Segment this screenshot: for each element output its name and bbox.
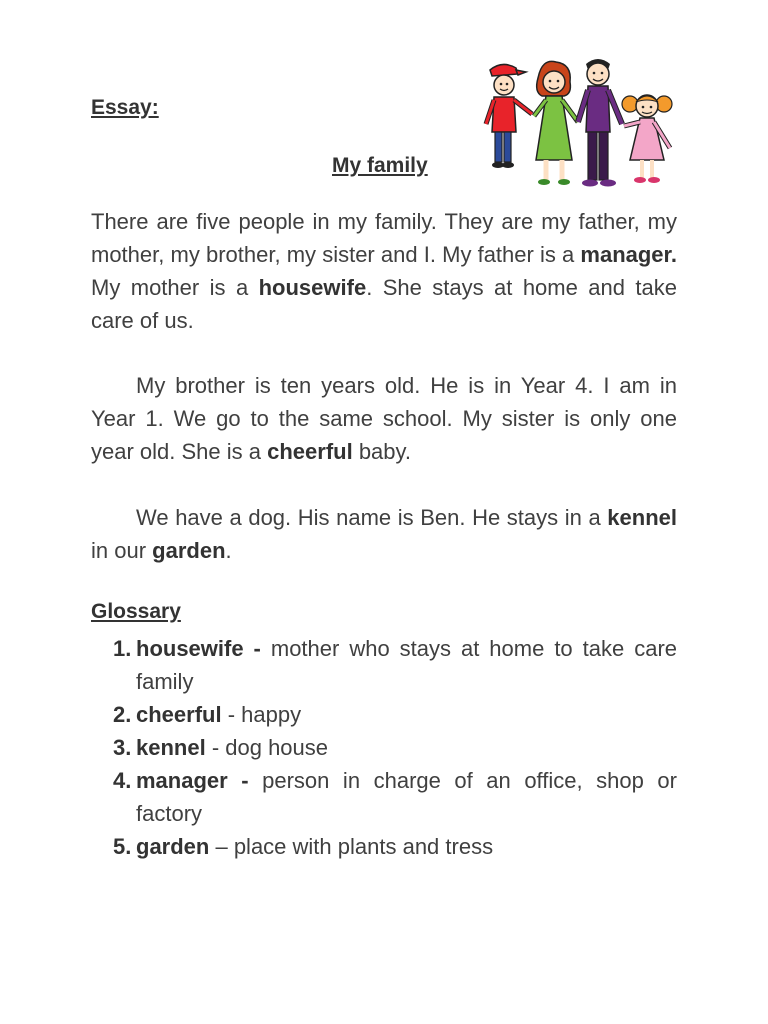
- paragraph-text: My brother is ten years old. He is in Year 4. I am in Year 1. We go to the same school. My sister is only one year old. She is a: [91, 373, 677, 464]
- glossary-term: housewife -: [136, 636, 261, 661]
- glossary-definition: person in charge of an office, shop or factory: [136, 768, 677, 826]
- bold-term: cheerful: [267, 439, 353, 464]
- glossary-item: [91, 632, 677, 698]
- paragraph-1: [91, 205, 677, 337]
- father-figure: [578, 59, 622, 187]
- glossary-term: kennel: [136, 735, 206, 760]
- glossary-item-number: 4.: [113, 768, 132, 793]
- mother-figure: [534, 61, 578, 185]
- glossary-item: [91, 830, 677, 863]
- paragraph-text: baby.: [352, 439, 412, 464]
- glossary-item-number: 2.: [113, 702, 132, 727]
- glossary-list: [91, 632, 677, 863]
- paragraph-text: . She stays at home and take care of us.: [91, 275, 677, 333]
- bold-term: kennel: [607, 505, 677, 530]
- glossary-item: [91, 764, 677, 830]
- essay-label: Essay:: [91, 96, 159, 119]
- glossary-term: manager -: [136, 768, 249, 793]
- glossary-definition: - dog house: [205, 735, 329, 760]
- glossary-item: [91, 698, 677, 731]
- essay-title: My family: [332, 154, 428, 177]
- paragraph-text: We have a dog. His name is Ben. He stays in a: [136, 505, 608, 530]
- glossary-item-number: 5.: [113, 834, 132, 859]
- paragraph-2: [91, 369, 677, 468]
- bold-term: garden: [152, 538, 226, 563]
- paragraph-3: [91, 501, 677, 567]
- boy-figure: [486, 64, 532, 168]
- glossary-definition: – place with plants and tress: [209, 834, 494, 859]
- paragraph-text: There are five people in my family. They are my father, my mother, my brother, my sister and I. My father is a: [91, 209, 677, 267]
- glossary-term: cheerful: [136, 702, 222, 727]
- glossary-item-number: 3.: [113, 735, 132, 760]
- glossary-term: garden: [136, 834, 210, 859]
- glossary-item-number: 1.: [113, 636, 132, 661]
- paragraph-text: in our: [91, 538, 153, 563]
- bold-term: housewife: [258, 275, 367, 300]
- glossary-heading: Glossary: [91, 600, 181, 623]
- bold-term: manager.: [580, 242, 677, 267]
- glossary-item: [91, 731, 677, 764]
- glossary-definition: mother who stays at home to take care family: [136, 636, 678, 694]
- paragraph-text: My mother is a: [91, 275, 259, 300]
- family-illustration: [480, 52, 680, 192]
- paragraph-text: .: [225, 538, 232, 563]
- girl-figure: [622, 95, 672, 183]
- glossary-definition: - happy: [221, 702, 302, 727]
